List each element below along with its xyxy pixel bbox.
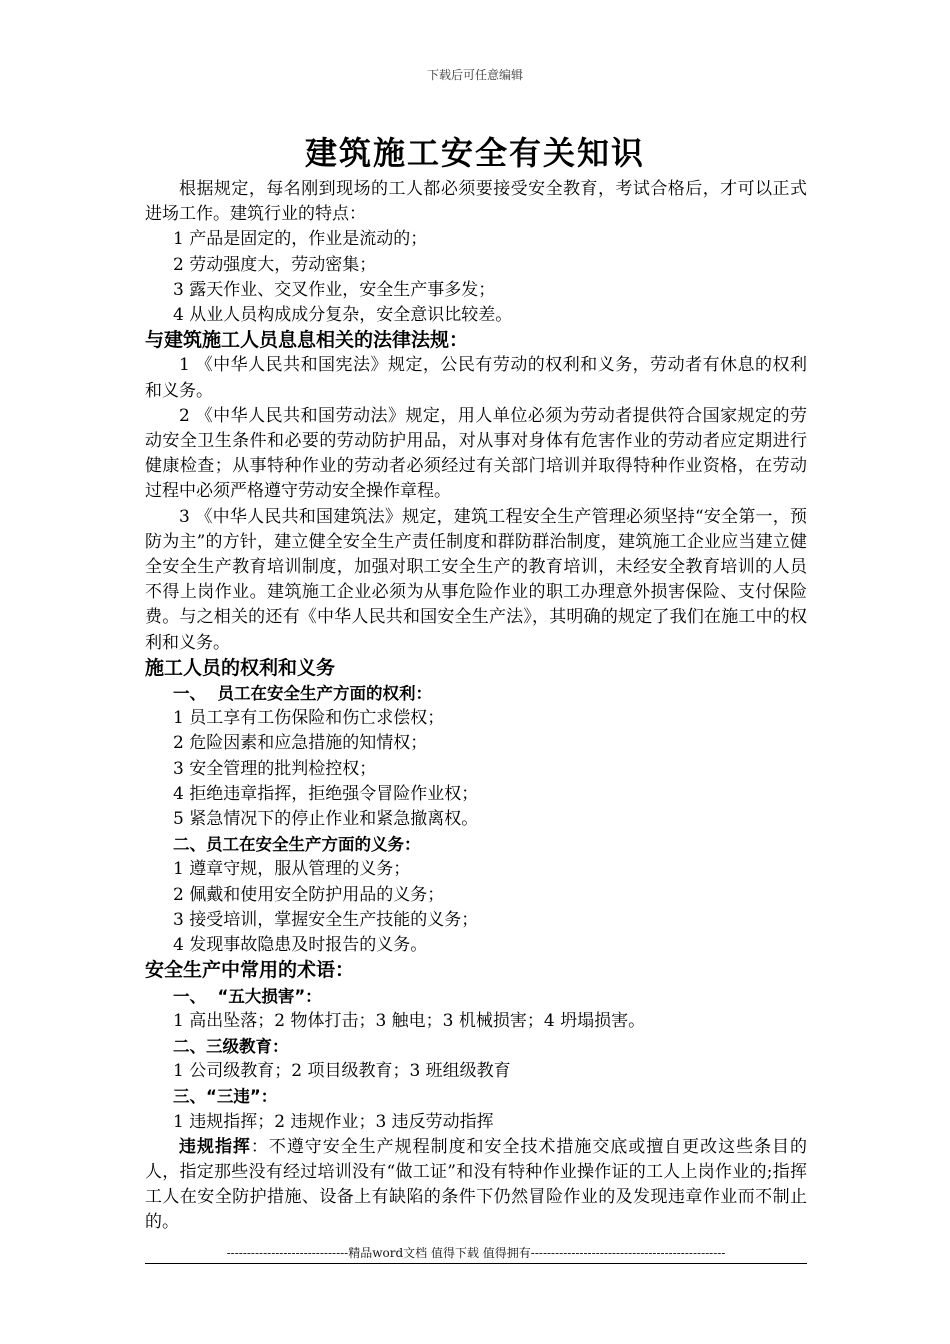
intro-paragraph: 根据规定，每名刚到现场的工人都必须要接受安全教育，考试合格后，才可以正式进场工作。建筑行业的特点： <box>145 179 807 225</box>
law-paragraph: 1 《中华人民共和国宪法》规定，公民有劳动的权利和义务，劳动者有休息的权利和义务。 <box>145 355 807 401</box>
duties-item: 1 遵章守规，服从管理的义务； <box>173 859 411 880</box>
five-hazards-text: 1 高出坠落；2 物体打击；3 触电；3 机械损害；4 坍塌损害。 <box>173 1010 646 1031</box>
definition-term: 违规指挥 <box>179 1136 251 1157</box>
document-body <box>145 177 807 1236</box>
footer-text: ------------------------------精品word文档 值得下载 值得拥有------------------------------------------------ <box>226 1246 726 1260</box>
rights-heading: 一、 员工在安全生产方面的权利： <box>173 684 432 704</box>
three-violations-text: 1 违规指挥；2 违规作业；3 违反劳动指挥 <box>173 1111 494 1132</box>
header-note: 下载后可任意编辑 <box>426 68 523 82</box>
duties-item: 4 发现事故隐患及时报告的义务。 <box>173 935 428 956</box>
rights-item: 5 紧急情况下的停止作业和紧急撤离权。 <box>173 809 479 830</box>
definition-text: ：不遵守安全生产规程制度和安全技术措施交底或擅自更改这些条目的人，指定那些没有经过培训没有“做工证”和没有特种作业操作证的工人上岗作业的;指挥工人在安全防护措施、设备上有缺陷的条件下仍然冒险作业的及发现违章作业而不制止的。 <box>145 1136 808 1233</box>
laws-heading: 与建筑施工人员息息相关的法律法规： <box>145 329 469 352</box>
duties-item: 2 佩戴和使用安全防护用品的义务； <box>173 884 445 905</box>
intro-item: 2 劳动强度大，劳动密集； <box>173 254 377 275</box>
duties-item: 3 接受培训，掌握安全生产技能的义务； <box>173 909 479 930</box>
intro-item: 3 露天作业、交叉作业，安全生产事多发； <box>173 279 496 300</box>
rights-item: 1 员工享有工伤保险和伤亡求偿权； <box>173 708 445 729</box>
definition-paragraph <box>145 1135 807 1236</box>
three-level-text: 1 公司级教育；2 项目级教育；3 班组级教育 <box>173 1061 511 1082</box>
rights-item: 4 拒绝违章指挥，拒绝强令冒险作业权； <box>173 783 479 804</box>
law-paragraph: 2 《中华人民共和国劳动法》规定，用人单位必须为劳动者提供符合国家规定的劳动安全卫生条件和必要的劳动防护用品，对从事对身体有危害作业的劳动者应定期进行健康检查；从事特种作业的劳动者必须经过有关部门培训并取得特种作业资格，在劳动过程中必须严格遵守劳动安全操作章程。 <box>145 405 807 502</box>
law-paragraph: 3 《中华人民共和国建筑法》规定，建筑工程安全生产管理必须坚持“安全第一，预防为主”的方针，建立健全安全生产责任制度和群防群治制度，建筑施工企业应当建立健全安全生产教育培训制度，加强对职工安全生产的教育培训，未经安全教育培训的人员不得上岗作业。建筑施工企业必须为从事危险作业的职工办理意外损害保险、支付保险费。与之相关的还有《中华人民共和国安全生产法》，其明确的规定了我们在施工中的权利和义务。 <box>145 506 807 653</box>
duties-heading: 二、员工在安全生产方面的义务： <box>173 835 421 855</box>
rights-item: 2 危险因素和应急措施的知情权； <box>173 733 428 754</box>
intro-item: 1 产品是固定的，作业是流动的； <box>173 229 428 250</box>
five-hazards-heading: 一、 “五大损害”： <box>173 986 322 1006</box>
document-title: 建筑施工安全有关知识 <box>304 134 645 172</box>
three-violations-heading: 三、“三违”： <box>173 1087 278 1107</box>
rights-item: 3 安全管理的批判检控权； <box>173 758 377 779</box>
rights-duties-heading: 施工人员的权利和义务 <box>145 656 336 679</box>
three-level-heading: 二、三级教育： <box>173 1036 289 1056</box>
terms-heading: 安全生产中常用的术语： <box>145 959 355 982</box>
intro-item: 4 从业人员构成成分复杂，安全意识比较差。 <box>173 305 513 326</box>
footer-divider <box>145 1263 807 1264</box>
